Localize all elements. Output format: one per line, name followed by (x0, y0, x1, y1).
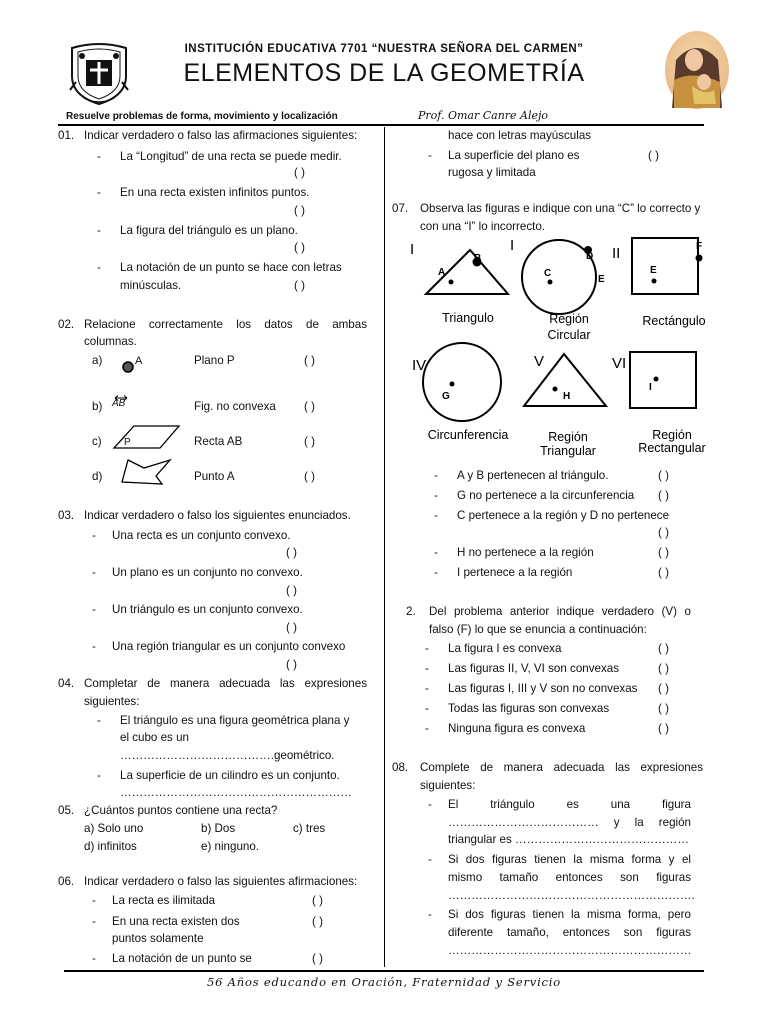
q01-item-4-cont: minúsculas. (120, 279, 182, 292)
line-ab-arrow-icon (113, 389, 129, 397)
q02-row-a-letter: a) (92, 354, 103, 367)
q2-item-2: Las figuras II, V, VI son convexas (448, 662, 619, 675)
q01-item-1: La “Longitud” de una recta se puede medir. (120, 150, 342, 163)
q06-item-1: La recta es ilimitada (112, 894, 216, 907)
q04-item-1-line3: ………………………………….geométrico. (120, 749, 335, 762)
caption-rectangulo: Rectángulo (642, 314, 706, 328)
answer-paren: ( ) (648, 149, 659, 162)
point-c (548, 280, 553, 285)
bullet-dash: - (92, 603, 96, 616)
bullet-dash: - (425, 722, 429, 735)
q06-item-2-line2: puntos solamente (112, 932, 204, 945)
answer-paren: ( ) (304, 435, 315, 448)
bullet-dash: - (92, 529, 96, 542)
answer-paren: ( ) (294, 241, 305, 254)
bullet-dash: - (425, 702, 429, 715)
caption-region-triangular-2: Triangular (540, 444, 596, 458)
q04-item-2-line2: …………………………………………………… (120, 786, 352, 799)
answer-paren: ( ) (658, 566, 669, 579)
q03-number: 03. (58, 509, 75, 522)
bullet-dash: - (434, 489, 438, 502)
q02-prompt-line2: columnas. (84, 335, 137, 348)
bullet-dash: - (92, 915, 96, 928)
caption-region-rectangular-2: Rectangular (638, 441, 706, 455)
q2-item-4: Todas las figuras son convexas (448, 702, 610, 715)
point-g (450, 382, 455, 387)
q2-item-1: La figura I es convexa (448, 642, 562, 655)
region-rectangular-figure (630, 352, 696, 408)
roman-numeral-6: VI (612, 355, 627, 372)
q03-item-4: Una región triangular es un conjunto convexo (112, 640, 346, 653)
q04-item-1-line2: el cubo es un (120, 731, 189, 744)
q08-item-2-line1: Si dos figuras tienen la misma forma y el (448, 853, 691, 866)
q04-prompt-line2: siguientes: (84, 695, 140, 708)
roman-numeral-1: I (410, 241, 415, 258)
bullet-dash: - (428, 908, 432, 921)
point-i-label: I (649, 382, 652, 393)
answer-paren: ( ) (658, 489, 669, 502)
bullet-dash: - (428, 853, 432, 866)
q06-item-3-line1: La notación de un punto se (112, 952, 252, 965)
answer-paren: ( ) (312, 952, 323, 965)
point-f (696, 255, 703, 262)
bullet-dash: - (92, 640, 96, 653)
q04-item-1-line1: El triángulo es una figura geométrica plana y (120, 714, 350, 727)
q06-number: 06. (58, 875, 75, 888)
footer-rule (64, 970, 704, 972)
point-a-label: A (438, 267, 446, 278)
q2-item-3: Las figuras I, III y V son no convexas (448, 682, 638, 695)
q02-row-c-answer: Recta AB (194, 435, 243, 448)
caption-region-triangular-1: Región (548, 430, 588, 444)
q08-item-1-line1: El triángulo es una figura (448, 798, 691, 811)
institution-name: INSTITUCIÓN EDUCATIVA 7701 “NUESTRA SEÑORA DEL CARMEN” (184, 43, 584, 55)
bullet-dash: - (428, 149, 432, 162)
q03-item-3: Un triángulo es un conjunto convexo. (112, 603, 303, 616)
point-e2-label: E (650, 265, 657, 276)
answer-paren: ( ) (286, 546, 297, 559)
point-d-label: D (586, 251, 594, 262)
rectangle-figure (632, 238, 698, 294)
q07-number: 07. (392, 202, 409, 215)
bullet-dash: - (425, 662, 429, 675)
answer-paren: ( ) (304, 400, 315, 413)
q08-item-2-line2: mismo tamaño entonces son figuras (448, 871, 691, 884)
q06-prompt: Indicar verdadero o falso las siguientes afirmaciones: (84, 875, 358, 888)
bullet-dash: - (97, 224, 101, 237)
point-c-label: C (544, 268, 552, 279)
q08-item-3-line3: ……………………………………………………… (448, 944, 692, 957)
q07-item-5: I pertenece a la región (457, 566, 573, 579)
q06-item-2-line1: En una recta existen dos (112, 915, 240, 928)
header-rule (58, 124, 704, 126)
bullet-dash: - (97, 150, 101, 163)
q05-option-d: d) infinitos (84, 840, 137, 853)
bullet-dash: - (425, 682, 429, 695)
q07-item-4: H no pertenece a la región (457, 546, 594, 559)
bullet-dash: - (425, 642, 429, 655)
q05-option-a: a) Solo uno (84, 822, 144, 835)
point-f-label: F (696, 241, 703, 252)
q02-row-c-letter: c) (92, 435, 102, 448)
point-e-label: E (598, 274, 605, 285)
answer-paren: ( ) (304, 470, 315, 483)
plane-p-figure (112, 424, 182, 450)
circunferencia-figure (423, 343, 501, 421)
q08-item-1-line3: triangular es ……………………………………… (448, 833, 689, 846)
answer-paren: ( ) (312, 894, 323, 907)
bullet-dash: - (434, 546, 438, 559)
bullet-dash: - (92, 566, 96, 579)
q02-prompt-line1: Relacione correctamente los datos de ambas (84, 318, 367, 331)
bullet-dash: - (97, 186, 101, 199)
q08-prompt-line2: siguientes: (420, 779, 476, 792)
q05-option-b: b) Dos (201, 822, 236, 835)
q03-item-2: Un plano es un conjunto no convexo. (112, 566, 303, 579)
footer-motto: 56 Años educando en Oración, Fraternidad y Servicio (206, 975, 562, 989)
answer-paren: ( ) (658, 642, 669, 655)
bullet-dash: - (434, 509, 438, 522)
q01-number: 01. (58, 129, 75, 142)
q08-number: 08. (392, 761, 409, 774)
q05-option-e: e) ninguno. (201, 840, 260, 853)
q02-row-d-answer: Punto A (194, 470, 235, 483)
bullet-dash: - (97, 769, 101, 782)
bullet-dash: - (97, 261, 101, 274)
caption-region-circular-1: Región (549, 312, 589, 326)
answer-paren: ( ) (286, 621, 297, 634)
q07-item-1: A y B pertenecen al triángulo. (457, 469, 609, 482)
q08-item-3-line2: diferente tamaño, entonces son figuras (448, 926, 691, 939)
q06-item-4-line2: rugosa y limitada (448, 166, 536, 179)
q02-row-c-label: P (124, 437, 131, 448)
answer-paren: ( ) (294, 166, 305, 179)
bullet-dash: - (97, 714, 101, 727)
q02-row-b-letter: b) (92, 400, 103, 413)
answer-paren: ( ) (286, 658, 297, 671)
point-i (654, 377, 659, 382)
point-a-figure (120, 358, 136, 374)
q06-item-3-line2: hace con letras mayúsculas (448, 129, 592, 142)
roman-numeral-5: V (534, 353, 545, 370)
roman-numeral-4: IV (412, 357, 427, 374)
q05-option-c: c) tres (293, 822, 326, 835)
bullet-dash: - (434, 566, 438, 579)
point-g-label: G (442, 391, 450, 402)
point-b-label: B (474, 253, 482, 264)
q08-item-2-line3: ………………………………………………………. (448, 889, 695, 902)
q01-item-4: La notación de un punto se hace con letras (120, 261, 342, 274)
q01-item-2: En una recta existen infinitos puntos. (120, 186, 310, 199)
q03-item-1: Una recta es un conjunto convexo. (112, 529, 291, 542)
q07-prompt-line2: con una “I” lo incorrecto. (420, 220, 546, 233)
caption-triangulo: Triangulo (442, 311, 494, 325)
q02-row-a-answer: Plano P (194, 354, 235, 367)
answer-paren: ( ) (294, 279, 305, 292)
q07-item-3: C pertenece a la región y D no pertenece (457, 509, 670, 522)
q03-prompt: Indicar verdadero o falso los siguientes enunciados. (84, 509, 351, 522)
answer-paren: ( ) (658, 722, 669, 735)
answer-paren: ( ) (304, 354, 315, 367)
q02-row-b-answer: Fig. no convexa (194, 400, 276, 413)
q07-figures (390, 234, 720, 464)
non-convex-figure (118, 456, 174, 486)
answer-paren: ( ) (286, 584, 297, 597)
q2-number: 2. (406, 605, 416, 618)
caption-region-circular-2: Circular (547, 328, 591, 342)
q02-row-b-label: AB (112, 398, 126, 409)
q01-prompt: Indicar verdadero o falso las afirmaciones siguientes: (84, 129, 358, 142)
q08-prompt-line1: Complete de manera adecuada las expresiones (420, 761, 703, 774)
q02-row-a-label: A (135, 355, 143, 367)
point-a (449, 280, 454, 285)
q04-item-2-line1: La superficie de un cilindro es un conjunto. (120, 769, 340, 782)
answer-paren: ( ) (658, 682, 669, 695)
q08-item-3-line1: Si dos figuras tienen la misma forma, pero (448, 908, 691, 921)
bullet-dash: - (92, 894, 96, 907)
answer-paren: ( ) (294, 204, 305, 217)
q04-prompt-line1: Completar de manera adecuada las expresiones (84, 677, 367, 690)
q08-item-1-line2: ………………………………… y la región (448, 816, 691, 829)
q05-prompt: ¿Cuántos puntos contiene una recta? (84, 804, 278, 817)
q01-item-3: La figura del triángulo es un plano. (120, 224, 298, 237)
answer-paren: ( ) (312, 915, 323, 928)
q02-row-d-letter: d) (92, 470, 103, 483)
bullet-dash: - (434, 469, 438, 482)
bullet-dash: - (92, 952, 96, 965)
answer-paren: ( ) (658, 469, 669, 482)
point-h (553, 387, 558, 392)
q02-number: 02. (58, 318, 75, 331)
point-e2 (652, 279, 657, 284)
bullet-dash: - (428, 798, 432, 811)
q07-prompt-line1: Observa las figuras e indique con una “C” lo correcto y (420, 202, 701, 215)
caption-region-rectangular-1: Región (652, 428, 692, 442)
answer-paren: ( ) (658, 702, 669, 715)
q07-item-2: G no pertenece a la circunferencia (457, 489, 635, 502)
q05-number: 05. (58, 804, 75, 817)
column-divider (384, 127, 385, 967)
q2-prompt-line1: Del problema anterior indique verdadero (V) o (429, 605, 691, 618)
q2-item-5: Ninguna figura es convexa (448, 722, 586, 735)
page-subtitle: Resuelve problemas de forma, movimiento y localización (66, 111, 338, 122)
roman-numeral-2: I (510, 237, 515, 254)
answer-paren: ( ) (658, 662, 669, 675)
roman-numeral-3: II (612, 245, 621, 262)
answer-paren: ( ) (658, 526, 669, 539)
page-title: ELEMENTOS DE LA GEOMETRÍA (183, 59, 585, 87)
professor-name: Prof. Omar Canre Alejo (418, 109, 549, 122)
answer-paren: ( ) (658, 546, 669, 559)
point-h-label: H (563, 391, 571, 402)
q04-number: 04. (58, 677, 75, 690)
q2-prompt-line2: falso (F) lo que se enuncia a continuación: (429, 623, 647, 636)
caption-circunferencia: Circunferencia (427, 428, 509, 442)
q06-item-4-line1: La superficie del plano es (448, 149, 580, 162)
